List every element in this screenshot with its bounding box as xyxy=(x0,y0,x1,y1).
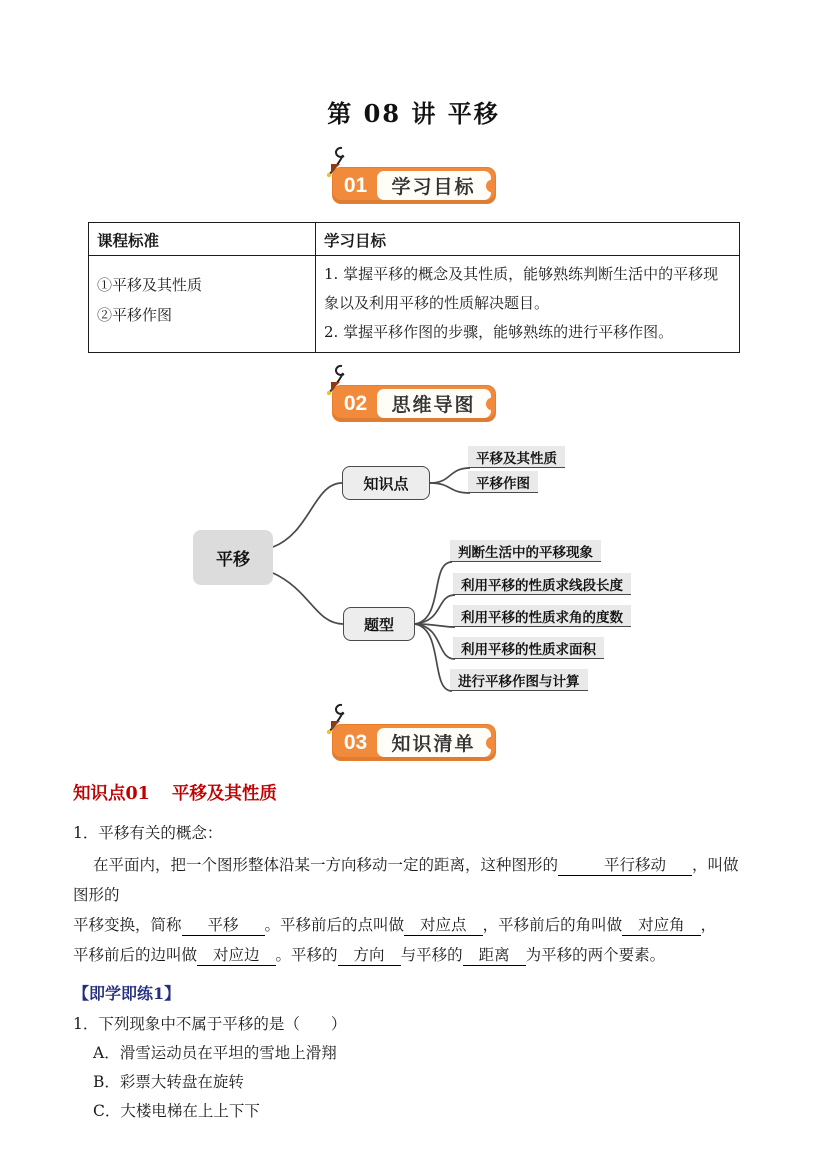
mindmap-leaf: 判断生活中的平移现象 xyxy=(450,540,601,562)
paragraph-line xyxy=(73,910,751,940)
text-run: ，平移前后的角叫做 xyxy=(482,916,623,934)
section-badge-knowledge-list xyxy=(332,724,496,761)
practice-section-label: 【即学即练1】 xyxy=(73,984,181,1003)
fill-in-blank: 方向 xyxy=(338,945,401,966)
badge-notch-decoration xyxy=(486,179,493,192)
badge-notch-decoration xyxy=(486,736,493,749)
section-badge-learning-goals xyxy=(332,167,496,204)
standard-item: ②平移作图 xyxy=(97,306,173,324)
mindmap-leaf: 进行平移作图与计算 xyxy=(450,669,588,691)
fill-in-blank: 距离 xyxy=(463,945,526,966)
standard-item: ①平移及其性质 xyxy=(97,276,203,294)
mindmap-leaf: 利用平移的性质求角的度数 xyxy=(453,605,631,627)
objective-item: 1. 掌握平移的概念及其性质，能够熟练判断生活中的平移现象以及利用平移的性质解决题目。 xyxy=(324,265,719,312)
paragraph-line xyxy=(73,850,751,910)
text-run: 在平面内，把一个图形整体沿某一方向移动一定的距离，这种图形的 xyxy=(93,856,559,874)
knowledge-point-number: 知识点01 xyxy=(73,784,150,804)
text-run: 为平移的两个要素。 xyxy=(525,946,666,964)
fill-in-blank: 平行移动 xyxy=(558,855,692,876)
option-c: C．大楼电梯在上上下下 xyxy=(93,1102,260,1120)
text-run: ， xyxy=(700,916,717,934)
concept-paragraph xyxy=(73,850,751,970)
text-run: 与平移的 xyxy=(400,946,463,964)
text-run: 。平移前后的点叫做 xyxy=(264,916,405,934)
cell-course-standard xyxy=(89,256,316,353)
badge-notch-decoration xyxy=(486,397,493,410)
knowledge-point-heading xyxy=(73,780,277,805)
concept-title: 1．平移有关的概念： xyxy=(73,824,223,842)
question-text: 1．下列现象中不属于平移的是（ ） xyxy=(73,1015,347,1033)
mindmap-leaf: 利用平移的性质求线段长度 xyxy=(453,573,631,595)
badge-number: 01 xyxy=(343,173,368,197)
table-body-row xyxy=(89,256,740,353)
badge-label: 学习目标 xyxy=(377,171,491,200)
mind-map xyxy=(180,435,650,705)
badge-number: 03 xyxy=(343,730,368,754)
section-badge-mind-map xyxy=(332,385,496,422)
objective-item: 2. 掌握平移作图的步骤，能够熟练的进行平移作图。 xyxy=(324,323,674,341)
mindmap-leaf: 利用平移的性质求面积 xyxy=(453,637,604,659)
badge-label: 知识清单 xyxy=(377,728,491,757)
mindmap-leaf: 平移及其性质 xyxy=(468,446,565,468)
knowledge-body xyxy=(73,818,751,1126)
badge-label: 思维导图 xyxy=(377,389,491,418)
option-b: B．彩票大转盘在旋转 xyxy=(93,1073,244,1091)
paragraph-line xyxy=(73,940,751,970)
header-learning-goal: 学习目标 xyxy=(316,223,740,256)
header-course-standard: 课程标准 xyxy=(89,223,316,256)
learning-goals-table xyxy=(88,222,740,353)
fill-in-blank: 对应点 xyxy=(404,915,483,936)
text-run: ，叫做图形的 xyxy=(73,856,739,904)
cell-learning-goal xyxy=(316,256,740,353)
mindmap-branch-knowledge-points: 知识点 xyxy=(342,466,430,500)
fill-in-blank: 对应角 xyxy=(622,915,701,936)
option-a: A．滑雪运动员在平坦的雪地上滑翔 xyxy=(93,1044,337,1062)
badge-number: 02 xyxy=(343,391,368,415)
page-title: 第 08 讲 平移 xyxy=(327,99,500,128)
mindmap-root-node: 平移 xyxy=(193,530,273,585)
table-header-row xyxy=(89,223,740,256)
fill-in-blank: 平移 xyxy=(182,915,265,936)
text-run: 。平移的 xyxy=(275,946,338,964)
text-run: 平移前后的边叫做 xyxy=(73,946,198,964)
mindmap-branch-question-types: 题型 xyxy=(343,607,415,641)
knowledge-point-title: 平移及其性质 xyxy=(171,784,277,804)
text-run: 平移变换，简称 xyxy=(73,916,182,934)
fill-in-blank: 对应边 xyxy=(197,945,276,966)
mindmap-leaf: 平移作图 xyxy=(468,471,538,493)
